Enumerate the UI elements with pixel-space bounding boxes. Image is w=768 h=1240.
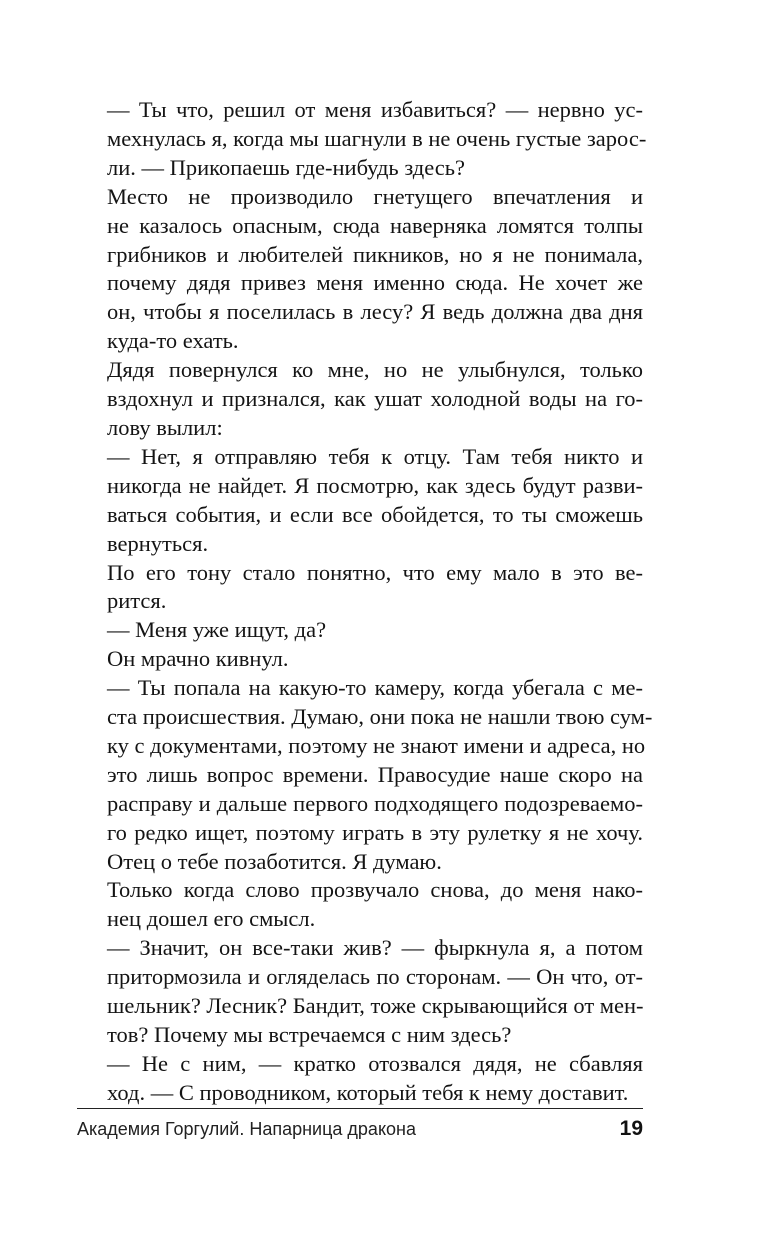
page-footer: [77, 1117, 643, 1145]
text-line: Дядя повернулся ко мне, но не улыбнулся, только: [107, 357, 643, 383]
text-line: вернуться.: [107, 530, 209, 556]
footer-rule: [77, 1108, 643, 1109]
text-line: — Меня уже ищут, да?: [107, 617, 327, 643]
paragraph: [77, 616, 643, 645]
body-text: [77, 96, 653, 1108]
paragraph: [77, 674, 653, 876]
text-line: ли. — Прикопаешь где-нибудь здесь?: [107, 154, 466, 180]
paragraph: [77, 443, 643, 559]
running-title: Академия Горгулий. Напарница дракона: [77, 1119, 416, 1139]
paragraph: [77, 1050, 643, 1108]
text-line: не казалось опасным, сюда наверняка ломятся толпы: [107, 212, 643, 238]
text-line: Отец о тебе позаботится. Я думаю.: [107, 848, 442, 874]
text-line: грибников и любителей пикников, но я не понимала,: [107, 241, 643, 267]
text-line: куда-то ехать.: [107, 328, 239, 354]
paragraph: [77, 356, 643, 443]
text-line: это лишь вопрос времени. Правосудие наше скоро на: [107, 761, 643, 787]
text-line: притормозила и огляделась по сторонам. — Он что, от-: [107, 964, 643, 990]
text-line: — Ты что, решил от меня избавиться? — нервно ус-: [107, 97, 643, 122]
paragraph: [77, 559, 643, 617]
text-line: мехнулась я, когда мы шагнули в не очень густые зарос-: [107, 125, 647, 151]
text-line: — Нет, я отправляю тебя к отцу. Там тебя никто и: [107, 443, 643, 469]
text-line: Только когда слово прозвучало снова, до меня нако-: [107, 877, 643, 903]
text-line: нец дошел его смысл.: [107, 906, 316, 932]
text-line: го редко ищет, поэтому играть в эту рулетку я не хочу.: [107, 819, 643, 845]
text-line: ста происшествия. Думаю, они пока не нашли твою сум-: [107, 704, 653, 730]
text-line: ход. — С проводником, который тебя к нему доставит.: [107, 1079, 629, 1105]
paragraph: [77, 183, 643, 356]
paragraph: [77, 934, 643, 1050]
text-line: — Значит, он все-таки жив? — фыркнула я, а потом: [107, 935, 643, 961]
text-line: тов? Почему мы встречаемся с ним здесь?: [107, 1022, 512, 1047]
text-line: ваться события, и если все обойдется, то ты сможешь: [107, 501, 643, 527]
text-line: шельник? Лесник? Бандит, тоже скрывающийся от мен-: [107, 993, 644, 1019]
paragraph: [77, 876, 643, 934]
paragraph: [77, 645, 643, 674]
text-line: По его тону стало понятно, что ему мало в это ве-: [107, 559, 643, 585]
text-line: никогда не найдет. Я посмотрю, как здесь будут разви-: [107, 472, 643, 498]
text-line: он, чтобы я поселилась в лесу? Я ведь должна два дня: [107, 299, 643, 325]
text-line: Он мрачно кивнул.: [107, 646, 289, 672]
text-line: почему дядя привез меня именно сюда. Не хочет же: [107, 270, 643, 296]
paragraph: [77, 96, 647, 183]
text-line: ку с документами, поэтому не знают имени и адреса, но: [107, 732, 646, 758]
text-line: расправу и дальше первого подходящего подозреваемо-: [107, 790, 643, 816]
text-line: — Не с ним, — кратко отозвался дядя, не сбавляя: [107, 1050, 643, 1076]
text-line: Место не производило гнетущего впечатления и: [107, 183, 643, 209]
text-line: лову вылил:: [107, 414, 223, 440]
page-number: 19: [619, 1117, 643, 1140]
text-line: рится.: [107, 588, 167, 614]
text-line: вздохнул и признался, как ушат холодной воды на го-: [107, 386, 643, 412]
text-line: — Ты попала на какую-то камеру, когда убегала с ме-: [107, 675, 643, 701]
